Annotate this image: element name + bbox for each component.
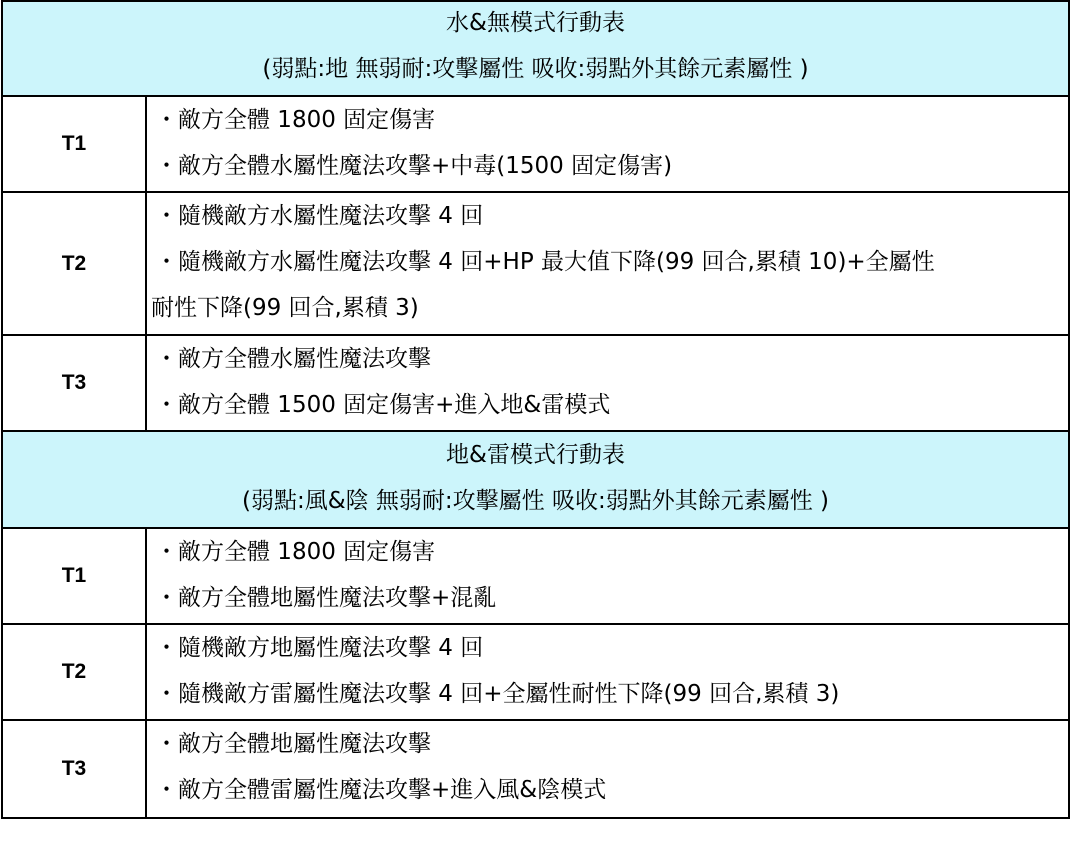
turn-actions	[147, 625, 1068, 719]
turn-label: T1	[3, 97, 147, 191]
action-item: ・隨機敵方水屬性魔法攻擊 4 回+HP 最大值下降(99 回合,累積 10)+全屬性	[155, 249, 935, 275]
action-item: ・敵方全體地屬性魔法攻擊	[155, 731, 431, 757]
action-item: ・敵方全體 1800 固定傷害	[155, 107, 436, 133]
section-title: 地&雷模式行動表	[446, 442, 625, 468]
action-item: ・敵方全體雷屬性魔法攻擊+進入風&陰模式	[155, 777, 607, 803]
turn-label: T3	[3, 721, 147, 817]
table-row	[3, 721, 1068, 817]
section-title: 水&無模式行動表	[446, 10, 625, 36]
turn-label: T2	[3, 193, 147, 334]
turn-actions	[147, 193, 1068, 334]
action-item: ・敵方全體水屬性魔法攻擊+中毒(1500 固定傷害)	[155, 153, 673, 179]
action-item: ・隨機敵方地屬性魔法攻擊 4 回	[155, 635, 484, 661]
turn-actions	[147, 721, 1068, 817]
turn-label: T3	[3, 336, 147, 430]
section-header-earth	[3, 432, 1068, 529]
action-item: ・敵方全體 1800 固定傷害	[155, 539, 436, 565]
turn-label: T1	[3, 529, 147, 623]
turn-actions	[147, 97, 1068, 191]
table-row	[3, 336, 1068, 432]
table-row	[3, 193, 1068, 336]
action-item: ・敵方全體地屬性魔法攻擊+混亂	[155, 585, 497, 611]
table-row	[3, 97, 1068, 193]
action-item: ・敵方全體水屬性魔法攻擊	[155, 346, 431, 372]
action-table	[1, 0, 1070, 819]
turn-actions	[147, 529, 1068, 623]
section-subtitle: (弱點:地 無弱耐:攻擊屬性 吸收:弱點外其餘元素屬性 )	[262, 56, 809, 82]
action-item: ・隨機敵方雷屬性魔法攻擊 4 回+全屬性耐性下降(99 回合,累積 3)	[155, 681, 840, 707]
turn-label: T2	[3, 625, 147, 719]
turn-actions	[147, 336, 1068, 430]
action-item-continuation: 耐性下降(99 回合,累積 3)	[151, 295, 419, 321]
action-item: ・敵方全體 1500 固定傷害+進入地&雷模式	[155, 392, 611, 418]
section-header-water	[3, 2, 1068, 97]
section-subtitle: (弱點:風&陰 無弱耐:攻擊屬性 吸收:弱點外其餘元素屬性 )	[241, 488, 830, 514]
table-row	[3, 529, 1068, 625]
action-item: ・隨機敵方水屬性魔法攻擊 4 回	[155, 203, 484, 229]
table-row	[3, 625, 1068, 721]
